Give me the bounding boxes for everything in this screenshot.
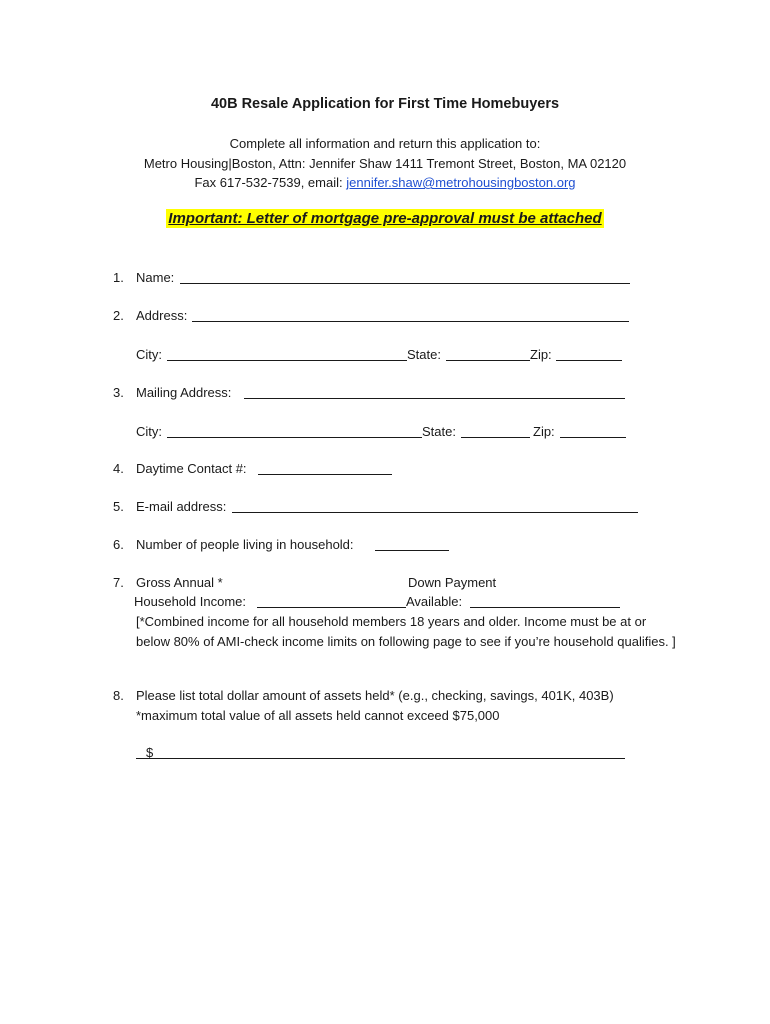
- item-number: 2.: [113, 308, 124, 323]
- fax-text: Fax 617-532-7539, email:: [194, 175, 347, 190]
- item-number: 8.: [113, 688, 124, 703]
- zip-line[interactable]: [556, 347, 622, 361]
- name-line[interactable]: [180, 270, 630, 284]
- important-text: Important: Letter of mortgage pre-approval must be attached: [168, 210, 602, 227]
- household-count-line[interactable]: [375, 537, 449, 551]
- down-payment-line[interactable]: [470, 594, 620, 608]
- gross-annual-label: Gross Annual *: [136, 575, 223, 590]
- address-line[interactable]: [192, 308, 629, 322]
- household-income-label: Household Income:: [134, 594, 247, 609]
- address-label: Address:: [136, 308, 188, 323]
- zip-label: Zip:: [533, 424, 555, 439]
- assets-max-note: *maximum total value of all assets held cannot exceed $75,000: [136, 708, 500, 723]
- income-note: [*Combined income for all household members 18 years and older. Income must be at or below 80% of AMI-check income limits on following page to see if you’re household qualifies. ]: [136, 614, 676, 649]
- name-label: Name:: [136, 270, 175, 285]
- mailing-address-label: Mailing Address:: [136, 385, 232, 400]
- state-line[interactable]: [446, 347, 530, 361]
- zip-label: Zip:: [530, 347, 552, 362]
- down-payment-label: Down Payment: [408, 575, 497, 590]
- form-title: 40B Resale Application for First Time Homebuyers: [210, 96, 560, 112]
- important-notice: [0, 210, 770, 227]
- available-label: Available:: [406, 594, 463, 609]
- email-label: E-mail address:: [136, 499, 227, 514]
- item-number: 4.: [113, 461, 124, 476]
- state-label: State:: [422, 424, 456, 439]
- zip-line[interactable]: [560, 424, 626, 438]
- state-label: State:: [407, 347, 441, 362]
- city-line[interactable]: [167, 347, 407, 361]
- intro-line-1: Complete all information and return this application to:: [229, 136, 541, 151]
- mailing-address-line[interactable]: [244, 385, 625, 399]
- intro-block: [0, 134, 770, 193]
- household-income-line[interactable]: [257, 594, 406, 608]
- item-number: 6.: [113, 537, 124, 552]
- assets-label: Please list total dollar amount of assets held* (e.g., checking, savings, 401K, 403B): [136, 688, 614, 703]
- item-number: 5.: [113, 499, 124, 514]
- city-label: City:: [136, 424, 162, 439]
- item-number: 3.: [113, 385, 124, 400]
- email-line[interactable]: [232, 499, 638, 513]
- item-number: 7.: [113, 575, 124, 590]
- item-number: 1.: [113, 270, 124, 285]
- city-line[interactable]: [167, 424, 422, 438]
- intro-line-3: [0, 173, 770, 193]
- intro-line-2: Metro Housing|Boston, Attn: Jennifer Shaw 1411 Tremont Street, Boston, MA 02120: [143, 155, 627, 171]
- daytime-contact-label: Daytime Contact #:: [136, 461, 247, 476]
- assets-amount-line[interactable]: [136, 745, 625, 759]
- daytime-contact-line[interactable]: [258, 461, 392, 475]
- household-count-label: Number of people living in household:: [136, 537, 354, 552]
- state-line[interactable]: [461, 424, 530, 438]
- email-link[interactable]: jennifer.shaw@metrohousingboston.org: [346, 175, 576, 190]
- dollar-sign: $: [146, 745, 154, 760]
- city-label: City:: [136, 347, 162, 362]
